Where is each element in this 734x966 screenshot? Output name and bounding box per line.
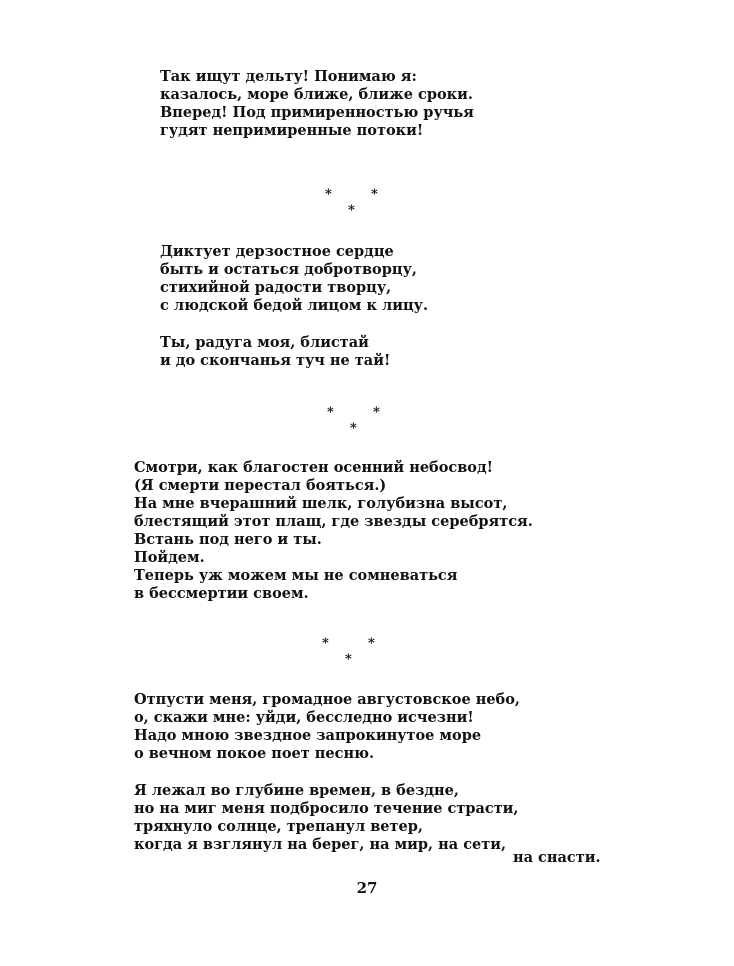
- page-number: 27: [356, 879, 378, 897]
- asterisk-icon: *: [348, 203, 355, 218]
- poem-line: в бессмертии своем.: [134, 585, 309, 602]
- asterisk-icon: *: [325, 187, 332, 202]
- poem-line: (Я смерти перестал бояться.): [134, 477, 387, 494]
- poem-line: Теперь уж можем мы не сомневаться: [134, 567, 458, 584]
- poem-line: но на миг меня подбросило течение страсти,: [134, 800, 519, 817]
- poem-line: На мне вчерашний шелк, голубизна высот,: [134, 495, 508, 512]
- poem-line: гудят непримиренные потоки!: [160, 122, 424, 139]
- stanza-2: [160, 243, 428, 370]
- asterism-separator: [325, 188, 385, 224]
- poem-line: когда я взглянул на берег, на мир, на сети,: [134, 836, 507, 853]
- poem-line: блестящий этот плащ, где звезды серебрятся.: [134, 513, 533, 530]
- asterisk-icon: *: [371, 187, 378, 202]
- asterisk-icon: *: [368, 636, 375, 651]
- poem-line: о вечном покое поет песню.: [134, 745, 375, 762]
- poem-line: казалось, море ближе, ближе сроки.: [160, 86, 473, 103]
- poem-line: Смотри, как благостен осенний небосвод!: [134, 459, 494, 476]
- asterisk-icon: *: [322, 636, 329, 651]
- poem-line: Я лежал во глубине времен, в бездне,: [134, 782, 459, 799]
- poem-line: быть и остаться добротворцу,: [160, 261, 417, 278]
- poem-line: Пойдем.: [134, 549, 205, 566]
- poem-line: Вперед! Под примиренностью ручья: [160, 104, 474, 121]
- poem-line: Ты, радуга моя, блистай: [160, 334, 369, 351]
- poem-line-continuation: на снасти.: [513, 849, 601, 866]
- stanza-3: [134, 459, 533, 603]
- asterism-separator: [322, 637, 382, 673]
- poem-line: с людской бедой лицом к лицу.: [160, 297, 428, 314]
- asterism-separator: [327, 406, 387, 442]
- asterisk-icon: *: [345, 652, 352, 667]
- poem-line: о, скажи мне: уйди, бесследно исчезни!: [134, 709, 474, 726]
- asterisk-icon: *: [327, 405, 334, 420]
- poem-line: Встань под него и ты.: [134, 531, 322, 548]
- poem-line: стихийной радости творцу,: [160, 279, 392, 296]
- poem-line: Так ищут дельту! Понимаю я:: [160, 68, 417, 85]
- stanza-1: [160, 68, 474, 140]
- poem-line: тряхнуло солнце, трепанул ветер,: [134, 818, 423, 835]
- asterisk-icon: *: [373, 405, 380, 420]
- poem-line: Надо мною звездное запрокинутое море: [134, 727, 482, 744]
- poem-line: Отпусти меня, громадное августовское небо,: [134, 691, 520, 708]
- asterisk-icon: *: [350, 421, 357, 436]
- poem-line: Диктует дерзостное сердце: [160, 243, 394, 260]
- poem-line: и до скончанья туч не тай!: [160, 352, 391, 369]
- stanza-4: [134, 691, 520, 854]
